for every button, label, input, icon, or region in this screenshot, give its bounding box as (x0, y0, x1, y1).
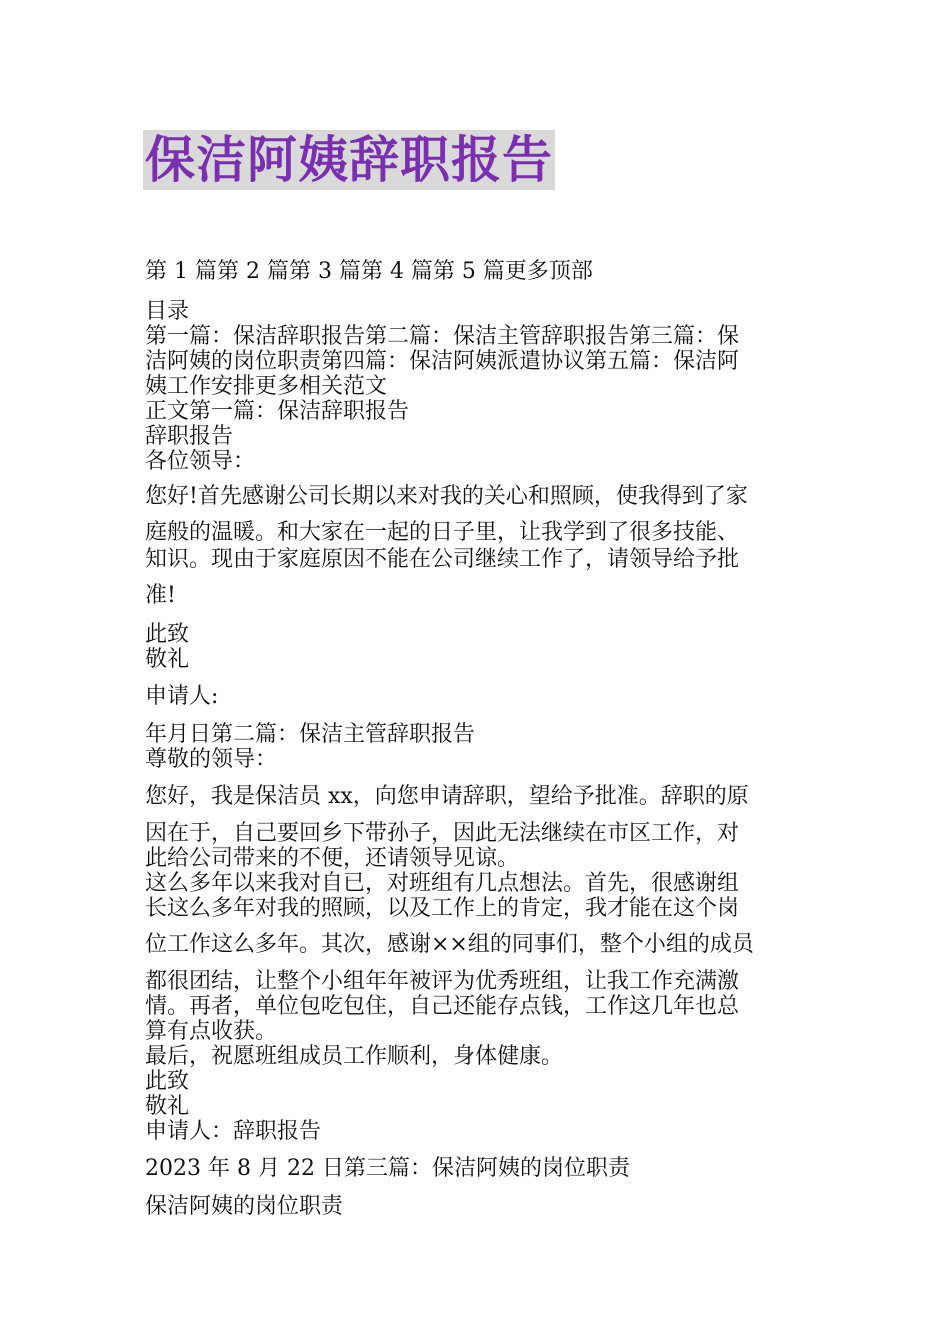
page-title: 保洁阿姨辞职报告 (145, 131, 553, 189)
letter-heading: 辞职报告 (145, 424, 234, 449)
date-line: 2023 年 8 月 22 日第三篇：保洁阿姨的岗位职责 (145, 1156, 630, 1181)
toc-heading: 目录 (145, 299, 190, 324)
closing: 此致 (145, 1069, 190, 1094)
date-line: 年月日第二篇：保洁主管辞职报告 (145, 722, 476, 747)
body-line: 因在于，自己要回乡下带孙子，因此无法继续在市区工作，对 (145, 821, 740, 846)
closing: 敬礼 (145, 647, 190, 672)
section-heading: 正文第一篇：保洁辞职报告 (145, 399, 410, 424)
toc-line: 第一篇：保洁辞职报告第二篇：保洁主管辞职报告第三篇：保 (145, 324, 740, 349)
section-nav[interactable]: 第 1 篇第 2 篇第 3 篇第 4 篇第 5 篇更多顶部 (145, 259, 593, 284)
body-line: 准! (145, 583, 176, 608)
salutation: 各位领导： (145, 449, 256, 474)
body-line: 算有点收获。 (145, 1019, 278, 1044)
body-line: 知识。现由于家庭原因不能在公司继续工作了，请领导给予批 (145, 547, 740, 572)
closing: 此致 (145, 622, 190, 647)
body-line: 最后，祝愿班组成员工作顺利，身体健康。 (145, 1044, 564, 1069)
body-line: 您好，我是保洁员 xx，向您申请辞职，望给予批准。辞职的原 (145, 784, 749, 809)
body-line: 庭般的温暖。和大家在一起的日子里，让我学到了很多技能、 (145, 520, 740, 545)
body-line: 此给公司带来的不便，还请领导见谅。 (145, 846, 520, 871)
section-heading: 保洁阿姨的岗位职责 (145, 1194, 344, 1219)
body-line: 位工作这么多年。其次，感谢××组的同事们，整个小组的成员 (145, 932, 754, 957)
body-line: 都很团结，让整个小组年年被评为优秀班组，让我工作充满激 (145, 969, 740, 994)
applicant: 申请人：辞职报告 (145, 1119, 322, 1144)
closing: 敬礼 (145, 1094, 190, 1119)
toc-line: 姨工作安排更多相关范文 (145, 374, 388, 399)
toc-line: 洁阿姨的岗位职责第四篇：保洁阿姨派遣协议第五篇：保洁阿 (145, 349, 740, 374)
salutation: 尊敬的领导： (145, 747, 278, 772)
body-line: 这么多年以来我对自已，对班组有几点想法。首先，很感谢组 (145, 871, 740, 896)
body-line: 您好!首先感谢公司长期以来对我的关心和照顾，使我得到了家 (145, 484, 748, 509)
body-line: 长这么多年对我的照顾，以及工作上的肯定，我才能在这个岗 (145, 896, 740, 921)
body-line: 情。再者，单位包吃包住，自己还能存点钱，工作这几年也总 (145, 994, 740, 1019)
applicant: 申请人: (145, 684, 219, 709)
